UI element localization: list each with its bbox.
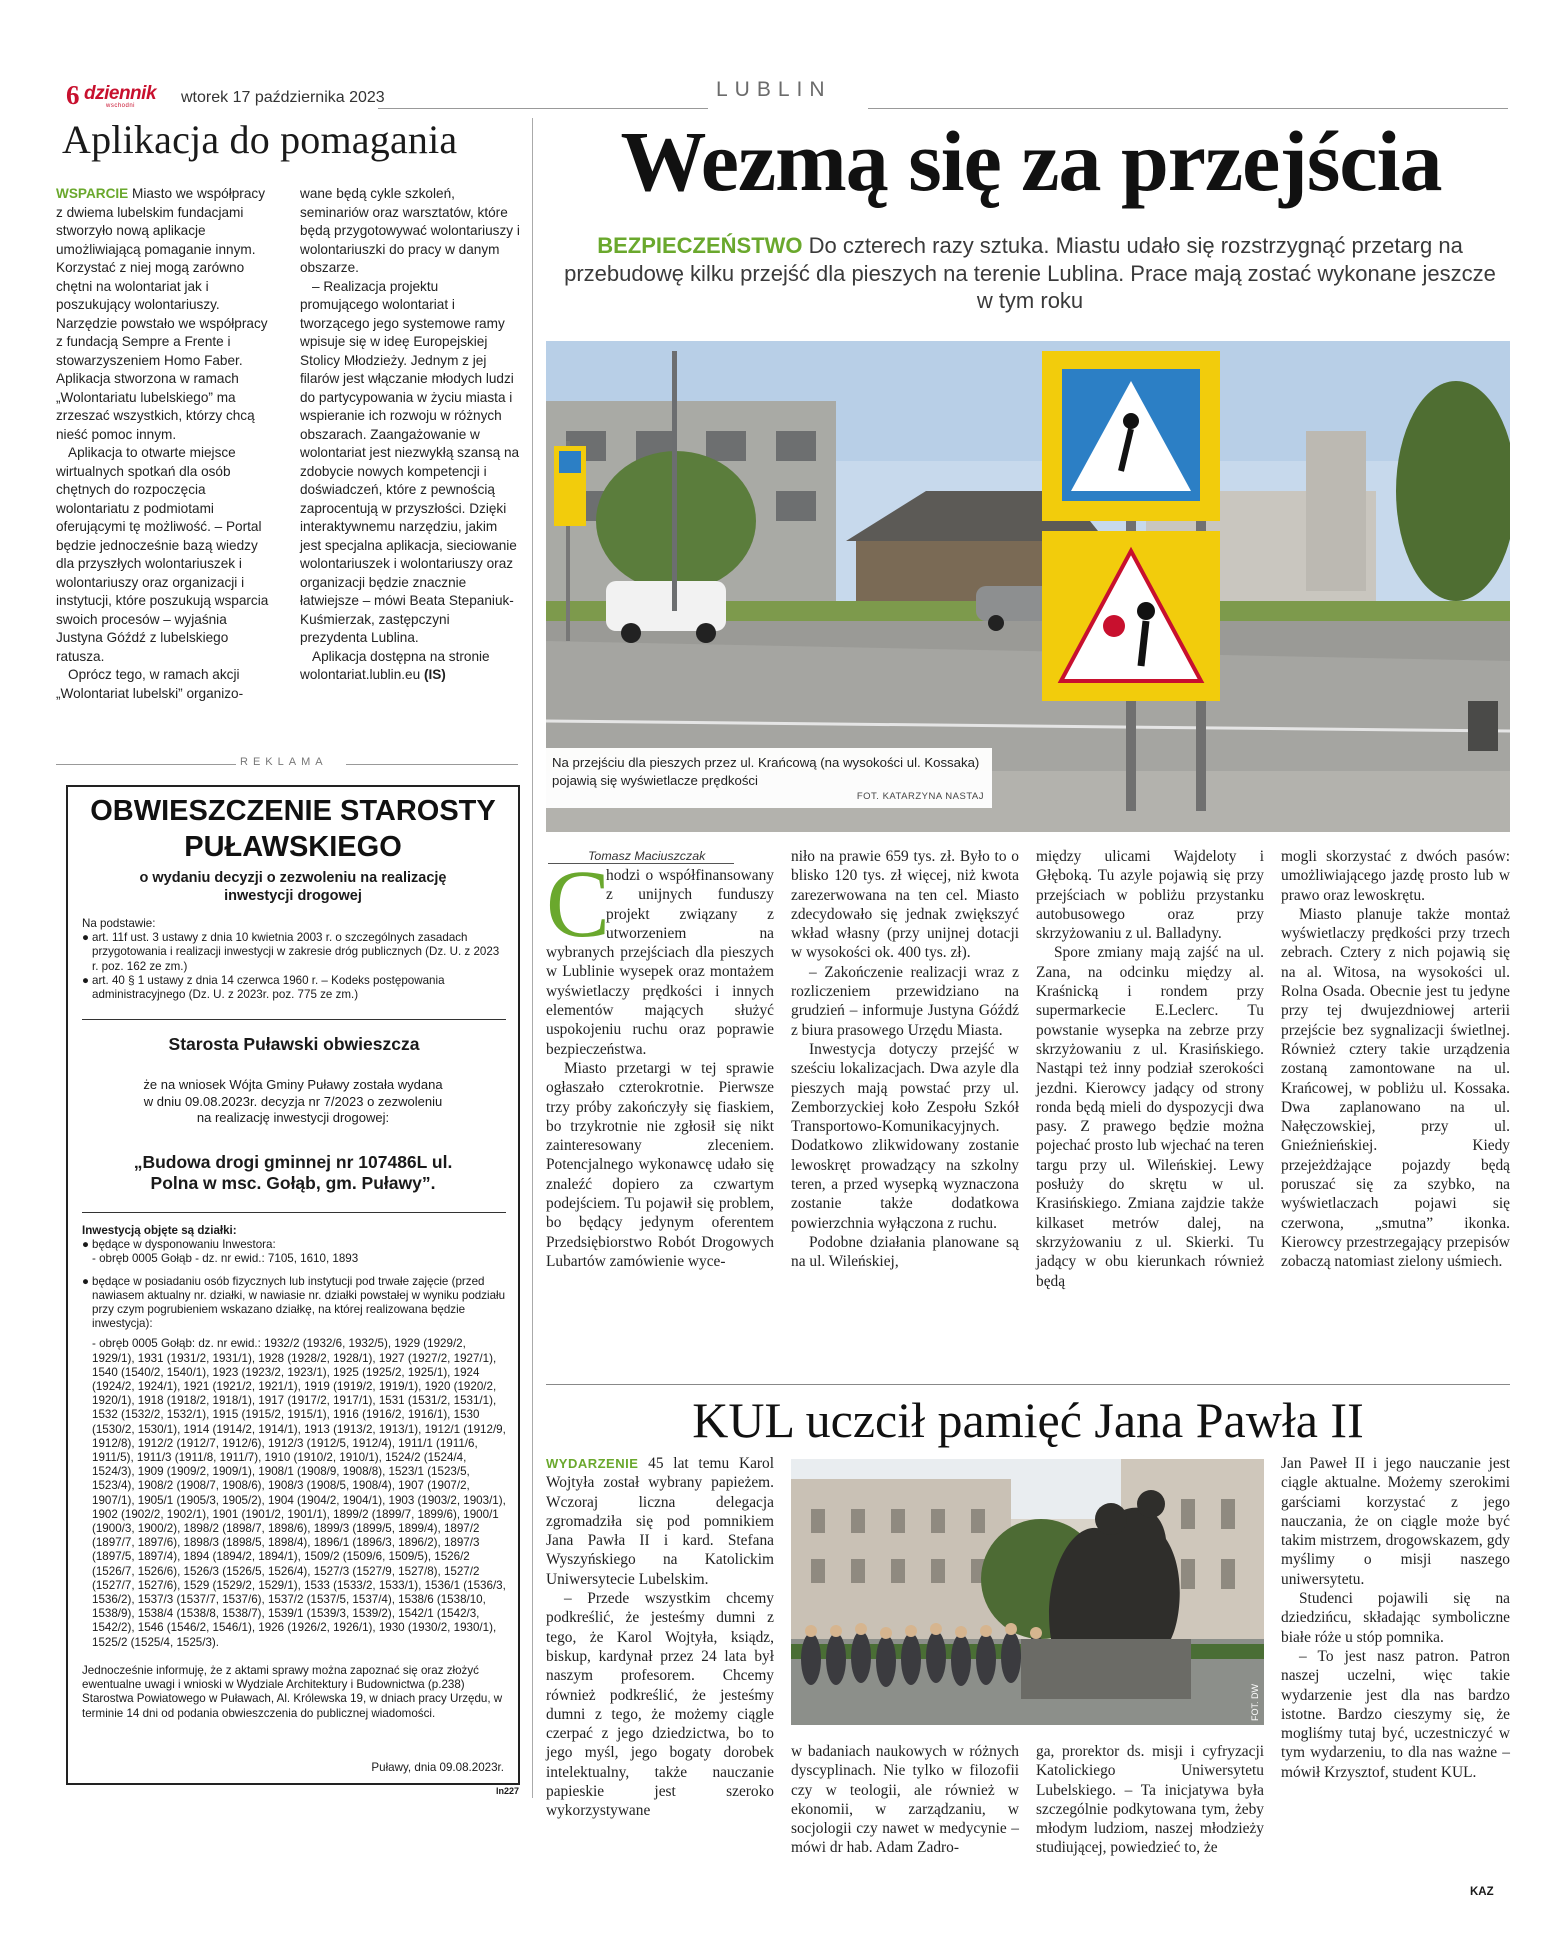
- issue-date: wtorek 17 października 2023: [181, 89, 385, 106]
- drop-cap: C: [546, 850, 611, 957]
- ad-rule-right: [346, 764, 518, 765]
- caption-text: Na przejściu dla pieszych przez ul. Krańcową (na wysokości ul. Kossaka) pojawią się wyświetlacze prędkości: [552, 755, 980, 788]
- kul-article-paragraph: WYDARZENIE 45 lat temu Karol Wojtyła został wybrany papieżem. Wczoraj liczna delegacja zgromadziła się pod pomnikiem Jana Pawła II i kard. Stefana Wyszyńskiego na Katolickim Uniwersytecie Lubelskim.: [546, 1455, 774, 1588]
- main-article-paragraph: Miasto przetargi w tej sprawie ogłaszało czterokrotnie. Pierwsze trzy próby zakończyły się fiaskiem, bo trzykrotnie nie zgłosił się nikt zainteresowany zleceniem. Potencjalnego wykonawcę udało się znaleźć dopiero za czwartym podejściem. Tu pojawił się problem, bo będący jedynym oferentem Przedsiębiorstwo Robót Drogowych Lubartów zamówienie wyce-: [546, 1059, 774, 1270]
- kul-article-paragraph: – Przede wszystkim chcemy podkreślić, że jesteśmy dumni z tego, że Karol Wojtyła, ksiądz, biskup, kardynał przez 24 lata był naszym profesorem. Chcemy również podkreślić, że jesteśmy dumni z tego, że możemy ciągle czerpać z jego dziedzictwa, bo to jego myśl, jego bogaty dorobek intelektualny, także nauczanie papieskie jest szeroko wykorzystywane: [546, 1590, 774, 1820]
- brand-sub: wschodni: [106, 103, 136, 109]
- official-notice-ad: [66, 785, 520, 1785]
- page-number: 6: [66, 80, 80, 110]
- left-article-lead: WSPARCIE: [56, 186, 129, 201]
- kul-article-title: KUL uczcił pamięć Jana Pawła II: [692, 1392, 1364, 1448]
- kul-article-paragraph: – To jest nasz patron. Patron naszej uczelni, więc takie wydarzenie jest dla nas bardzo istotne. Bardzo cieszymy się, że mogliśmy tutaj być, uczestniczyć w tym wydarzeniu, to dla nas ważne – mówił Krzysztof, student KUL.: [1281, 1647, 1510, 1781]
- left-article-paragraph: Aplikacja dostępna na stronie wolontariat.lublin.eu (IS): [300, 648, 490, 682]
- left-article-paragraph: wane będą cykle szkoleń, seminariów oraz warsztatów, które będą przygotowywać wolontariuszy i wolontariuszki do pracy w danym obszarze.: [300, 186, 520, 275]
- ad-basis-item: ● art. 11f ust. 3 ustawy z dnia 10 kwietnia 2003 r. o szczególnych zasadach przygotowania i realizacji inwestycji w zakresie dróg publicznych (Dz. U. z 2023 r. poz. 162 ze zm.): [82, 931, 500, 973]
- ad-subtitle: o wydaniu decyzji o zezwoleniu na realizację inwestycji drogowej: [139, 870, 447, 904]
- main-article-paragraph: między ulicami Wajdeloty i Głęboką. Tu azyle pojawią się przy przejściach w pobliżu przystanku autobusowego oraz przy skrzyżowaniu z ul. Balladyny.: [1036, 848, 1264, 943]
- main-article-col4: [1281, 847, 1510, 1272]
- left-article-signature: (IS): [423, 667, 446, 682]
- section-label: LUBLIN: [716, 78, 832, 101]
- left-article-paragraph: Miasto we współpracy z dwiema lubelskim fundacjami stworzyło nową aplikacje umożliwiającą pomaganie innym. Korzystać z niej mogą zarówno chętni na wolontariat jak i poszukujący wolontariuszy. Narzędzie powstało we współpracy z fundacją Sempre a Frente i stowarzyszeniem Homo Faber. Aplikacja stworzona w ramach „Wolontariatu lubelskiego” ma zrzeszać wszystkich, którzy chcą nieść pomoc innym.: [56, 186, 268, 442]
- main-photo-caption: [546, 748, 992, 808]
- kul-photo: [791, 1459, 1264, 1725]
- brand-logo: [84, 83, 164, 110]
- kul-article-col1: [546, 1454, 774, 1821]
- left-article-col1: [56, 185, 274, 703]
- main-article-paragraph: Podobne działania planowane są na ul. Wileńskiej,: [791, 1233, 1019, 1271]
- kul-article-paragraph: Jan Paweł II i jego nauczanie jest ciągle aktualne. Możemy szerokimi garściami korzystać z jego nauczania, że on ciągle może być takim mistrzem, drogowskazem, gdy myślimy o misji naszego uniwersytetu.: [1281, 1455, 1510, 1588]
- ad-rule-left: [56, 764, 236, 765]
- ad-plots-item: ● będące w dysponowaniu Inwestora:: [82, 1238, 276, 1252]
- kul-article-signature: KAZ: [1470, 1886, 1494, 1898]
- kul-article-lead: WYDARZENIE: [546, 1456, 639, 1471]
- kul-article-col4: [1281, 1454, 1510, 1782]
- main-article-col3: [1036, 847, 1264, 1291]
- ad-divider: [82, 1212, 506, 1213]
- ad-section-title: Starosta Puławski obwieszcza: [168, 1034, 420, 1054]
- main-article-deck: BEZPIECZEŃSTWO Do czterech razy sztuka. Miastu udało się rozstrzygnąć przetarg na przebudowę kilku przejść dla pieszych na terenie Lublina. Prace mają zostać wykonane jeszcze w tym roku: [564, 233, 1496, 313]
- ad-project-name: „Budowa drogi gminnej nr 107486L ul. Polna w msc. Gołąb, gm. Puławy”.: [133, 1152, 453, 1193]
- ad-plots-label: Inwestycją objęte są działki:: [82, 1224, 237, 1237]
- main-article-title: Wezmą się za przejścia: [620, 113, 1442, 209]
- kul-photo-credit: FOT. DW: [1250, 1684, 1260, 1721]
- kul-article-col3: [1036, 1742, 1264, 1858]
- left-article-paragraph: Aplikacja to otwarte miejsce wirtualnych spotkań dla osób chętnych do rozpoczęcia wolontariatu z podmiotami oferującymi tę możliwość. – Portal będzie jednocześnie bazą wiedzy dla przyszłych wolontariuszek i wolontariuszy oraz organizacji i instytucji, które poszukują wsparcia swoich procesów – wyjaśnia Justyna Góźdź z lubelskiego ratusza.: [56, 445, 269, 664]
- left-article-col2: [300, 185, 520, 685]
- ad-plots-item: ● będące w posiadaniu osób fizycznych lub instytucji pod trwałe zajęcie (przed nawiasem aktualny nr. działki, w nawiasie nr. działki powstałej w wyniku podziału przy czym pogrubieniem wskazano działkę, na której realizowana będzie inwestycja):: [82, 1274, 506, 1331]
- ad-signoff: Puławy, dnia 09.08.2023r.: [371, 1761, 504, 1774]
- ad-basis-item: ● art. 40 § 1 ustawy z dnia 14 czerwca 1960 r. – Kodeks postępowania administracyjnego (Dz. U. z 2023r. poz. 775 ze zm.): [82, 973, 445, 1002]
- kul-article-paragraph: w badaniach naukowych w różnych dyscyplinach. Nie tylko w filozofii czy w teologii, ale również w ekonomii, w zarządzaniu, w socjologii czy nawet w medycynie – mówi dr hab. Adam Zadro-: [791, 1743, 1019, 1857]
- kul-article-col2: [791, 1742, 1019, 1858]
- main-article-paragraph: Inwestycja dotyczy przejść w sześciu lokalizacjach. Dwa azyle dla pieszych mają powstać przy ul. Zemborzyckiej koło Zespołu Szkół Transportowo-Komunikacyjnych. Dodatkowo zlikwidowany zostanie lewoskręt prowadzący na szkolny teren, a przed wysepką wyznaczona zostanie także dodatkowa powierzchnia wyłączona z ruchu.: [791, 1040, 1019, 1232]
- ad-plots: [82, 1224, 506, 1721]
- left-article-paragraph: – Realizacja projektu promującego wolontariat i tworzącego jego systemowe ramy wpisuje się w ideę Europejskiej Stolicy Młodzieży. Jednym z jej filarów jest włączanie młodych ludzi do partycypowania w życiu miasta i wspieranie ich rozwoju w różnych obszarach. Zaangażowanie w wolontariat jest niezwykłą szansą na zdobycie nowych kompetencji i doświadczeń, które z pewnością zaprocentują w przyszłości. Dzięki interaktywnemu narzędziu, jakim jest specjalna aplikacja, sieciowanie wolontariuszek i wolontariuszy oraz organizacji będzie znacznie łatwiejsze – mówi Beata Stepaniuk-Kuśmierzak, zastępczyni prezydenta Lublina.: [300, 278, 520, 645]
- kul-article-paragraph: Studenci pojawili się na dziedzińcu, składając symboliczne białe róże u stóp pomnika.: [1281, 1590, 1510, 1646]
- main-article-paragraph: mogli skorzystać z dwóch pasów: umożliwiającego jazdę prosto lub w prawo oraz lewoskrętu.: [1281, 848, 1510, 904]
- ad-divider: [82, 1019, 506, 1020]
- main-article-paragraph: niło na prawie 659 tys. zł. Było to o blisko 120 tys. zł więcej, niż kwota zarezerwowana na ten cel. Miasto zdecydowało się jednak zwiększyć wkład własny (przy unijnej dotacji w wysokości ok. 400 tys. zł).: [791, 848, 1019, 962]
- main-article-lead: BEZPIECZEŃSTWO: [597, 233, 803, 258]
- ad-code: ln227: [496, 1786, 520, 1796]
- photo-credit: FOT. KATARZYNA NASTAJ: [856, 791, 984, 802]
- kul-article-paragraph: ga, prorektor ds. misji i cyfryzacji Katolickiego Uniwersytetu Lubelskiego. – Ta inicjatywa była szczególnie podkytowana tym, żeby młodym ludziom, naszej młodzieży studiującej, powiedzieć to, że: [1036, 1743, 1264, 1857]
- ad-info: Jednocześnie informuję, że z aktami sprawy można zapoznać się oraz złożyć ewentualne uwagi i wnioski w Wydziale Architektury i Budownictwa (p.238) Starostwa Powiatowego w Puławach, Al. Królewska 19, w dniach pracy Urzędu, w terminie 14 dni od podania obwieszczenia do publicznej wiadomości.: [82, 1663, 503, 1720]
- author-byline: Tomasz Maciuszczak: [588, 849, 706, 863]
- ad-basis-label: Na podstawie:: [82, 917, 156, 930]
- left-article-paragraph: Oprócz tego, w ramach akcji „Wolontariat lubelski” organizo-: [56, 667, 244, 701]
- ad-plots-detail: - obręb 0005 Gołąb - dz. nr ewid.: 7105, 1610, 1893: [92, 1252, 359, 1266]
- ad-basis: [82, 917, 506, 1002]
- main-article-col2: [791, 847, 1019, 1272]
- left-article-title: Aplikacja do pomagania: [62, 117, 458, 162]
- main-article-paragraph: Spore zmiany mają zajść na ul. Zana, na odcinku między al. Kraśnicką i rondem przy supermarkecie E.Leclerc. Tu powstanie wysepka na zebrze przy skrzyżowaniu z ul. Krasińskiego. Nastąpi też inny podział szerokości jezdni. Kierowcy jadący od strony ronda będą mieli do dyspozycji dwa pasy. Z prawego będzie można pojechać prosto lub wjechać na teren targu przy ul. Wileńskiej. Lewy posłuży do skrętu w ul. Krasińskiego. Zmiana zajdzie także kilkaset metrów dalej, na skrzyżowaniu z ul. Skierki. Tu jadący w obu kierunkach również będą: [1036, 944, 1264, 1290]
- ad-announcement: że na wniosek Wójta Gminy Puławy została wydana w dniu 09.08.2023r. decyzja nr 7/2023 o zezwoleniu na realizację inwestycji drogowej:: [143, 1077, 443, 1125]
- ad-plots-list: - obręb 0005 Gołąb: dz. nr ewid.: 1932/2 (1932/6, 1932/5), 1929 (1929/2, 1929/1), 1931 (1931/2, 1931/1), 1928 (1928/2, 1928/1), 1927 (1927/2, 1927/1), 1540 (1540/2, 1540/1), 1923 (1923/2, 1923/1), 1925 (1925/2, 1925/1), 1924 (1924/2, 1924/1), 1921 (1921/2, 1921/1), 1919 (1919/2, 1919/1), 1920 (1920/2, 1920/1), 1918 (1918/2, 1918/1), 1917 (1917/2, 1917/1), 1531 (1531/2, 1531/1), 1532 (1532/2, 1532/1), 1915 (1915/2, 1915/1), 1916 (1916/2, 1916/1), 1530 (1530/2, 1530/1), 1914 (1914/2, 1914/1), 1913 (1913/2, 1913/1), 1912/1 (1912/9, 1912/8), 1912/2 (1912/7, 1912/6), 1912/3 (1912/5, 1912/4), 1911/1 (1911/6, 1911/5), 1911/3 (1911/8, 1911/7), 1910 (1910/2, 1910/1), 1524/2 (1524/4, 1524/3), 1909 (1909/2, 1909/1), 1908/1 (1908/9, 1908/8), 1523/1 (1523/5, 1523/4), 1908/2 (1908/7, 1908/6), 1908/3 (1908/5, 1908/4), 1907 (1907/2, 1907/1), 1905/1 (1905/3, 1905/2), 1904 (1904/2, 1904/1), 1903 (1903/2, 1903/1), 1902 (1902/2, 1902/1), 1901 (1901/2, 1901/1), 1899/2 (1899/7, 1899/6), 1900/1 (1900/3, 1900/2), 1898/2 (1898/7, 1898/6), 1899/3 (1899/5, 1899/4), 1897/2 (1897/7, 1897/6), 1898/3 (1898/5, 1898/4), 1896/1 (1896/3, 1896/2), 1897/3 (1897/5, 1897/4), 1894 (1894/2, 1894/1), 1509/2 (1509/6, 1509/5), 1526/2 (1526/7, 1526/6), 1526/3 (1526/5, 1526/4), 1527/3 (1527/9, 1527/8), 1527/2 (1527/7, 1527/6), 1529 (1529/2, 1529/1), 1533 (1533/2, 1533/1), 1536/1 (1536/3, 1536/2), 1537/3 (1537/7, 1537/6), 1537/2 (1537/5, 1537/4), 1538/6 (1538/10, 1538/9), 1538/4 (1538/8, 1538/7), 1539/1 (1539/3, 1539/2), 1542/1 (1542/3, 1542/2), 1546 (1546/2, 1546/1), 1926 (1926/2, 1926/1), 1930 (1930/2, 1930/1), 1525/2 (1525/4, 1525/3).: [92, 1337, 506, 1649]
- section-divider: [546, 1384, 1510, 1385]
- ad-label: REKLAMA: [240, 756, 328, 768]
- main-article-paragraph: Miasto planuje także montaż wyświetlaczy prędkości przy trzech zebrach. Cztery z nich pojawią się na al. Witosa, na wysokości ul. Rolna Osada. Obecnie jest tu jedyne przy tej dwujezdniowej arterii przejście bez sygnalizacji świetlnej. Również cztery takie urządzenia zostaną zamontowane na ul. Krańcowej, w pobliżu ul. Kossaka. Dwa zaplanowano na ul. Nałęczowskiej, przy ul. Gnieźnieńskiej. Kiedy przejeżdżające pojazdy będą poruszać się za szybko, na wyświetlaczach pojawi się czerwona, „smutna” ikonka. Kierowcy przestrzegający przepisów zobaczą natomiast zielony uśmiech.: [1281, 905, 1510, 1271]
- brand-name: dziennik: [84, 83, 157, 104]
- left-vertical-rule: [532, 118, 533, 1798]
- main-article-col1: [546, 866, 774, 1271]
- main-article-paragraph: hodzi o współfinansowany z unijnych funduszy projekt związany z utworzeniem na wybranych przejściach dla pieszych w Lublinie wysepek oraz montażem wyświetlaczy prędkości i innych elementów mających służyć uspokojeniu ruchu oraz poprawie bezpieczeństwa.: [546, 867, 774, 1058]
- main-article-paragraph: – Zakończenie realizacji wraz z rozliczeniem przewidziano na grudzień – informuje Justyna Góźdź z biura prasowego Urzędu Miasta.: [791, 963, 1019, 1039]
- ad-title: OBWIESZCZENIE STAROSTY PUŁAWSKIEGO: [90, 795, 496, 863]
